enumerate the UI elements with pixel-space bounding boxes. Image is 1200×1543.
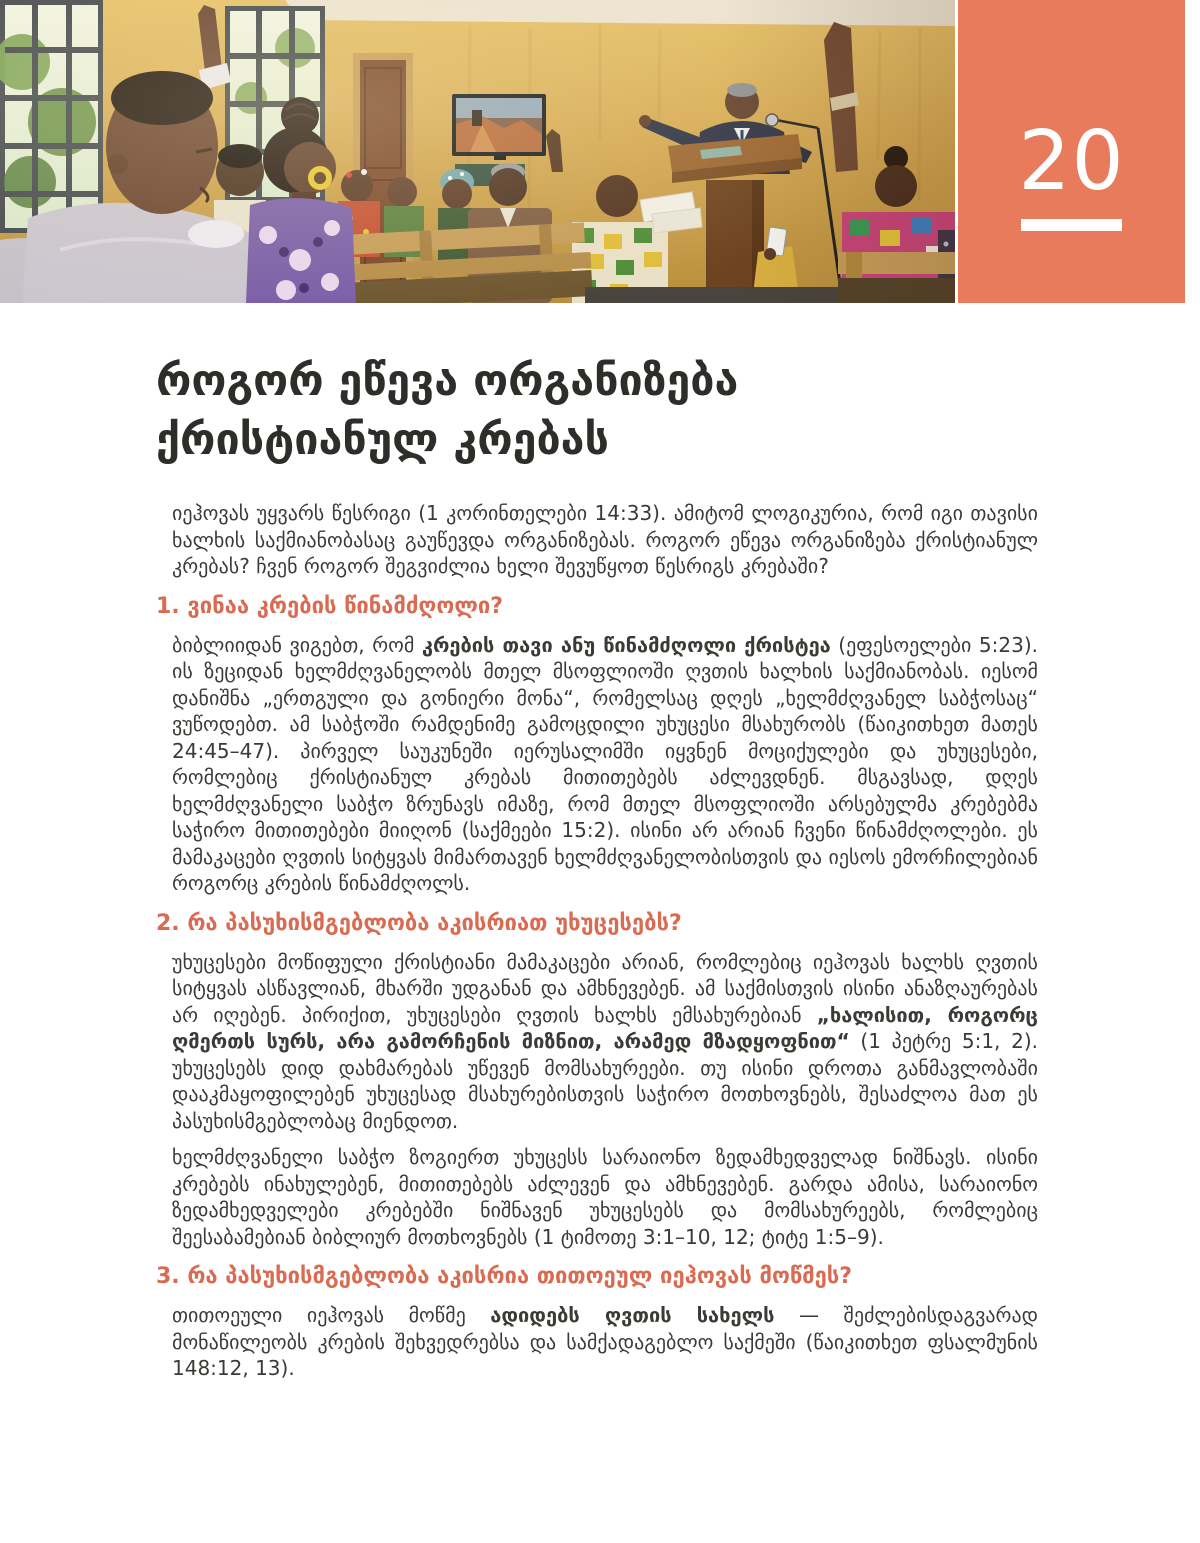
shade-overlay bbox=[0, 0, 955, 303]
intro-paragraph: იეჰოვას უყვარს წესრიგი (1 კორინთელები 14:33). ამიტომ ლოგიკურია, რომ იგი თავისი ხალხის საქმიანობასაც გაუწევდა ორგანიზებას. როგორ ეწევა ორგანიზება ქრისტიანულ კრებას? ჩვენ როგორ შეგვიძლია ხელი შევუწყოთ წესრიგს კრებაში? bbox=[172, 501, 1038, 578]
body-paragraph: უხუცესები მოწიფული ქრისტიანი მამაკაცები არიან, რომლებიც იეჰოვას ხალხს ღვთის სიტყვას ასწავლიან, მხარში უდგანან და ამხნევებენ. ამ საქმისთვის ისინი ანაზღაურებას არ იღებენ. პირიქით, უხუცესები ღვთის ხალხს ემსახურებიან „ხალისით, როგორც ღმერთს სურს, არა გამორჩენის მიზნით, არამედ მზადყოფნით“ (1 პეტრე 5:1, 2). უხუცესებს დიდ დახმარებას უწევენ მომსახურეები. თუ ისინი დროთა განმავლობაში დააკმაყოფილებენ უხუცესად მსახურებისთვის საჭირო მოთხოვნებს, შესაძლოა მათ ეს პასუხისმგებლობაც მიენდოთ. bbox=[172, 949, 1039, 1133]
kingdom-hall-meeting-illustration bbox=[0, 0, 955, 303]
chapter-underline bbox=[1021, 219, 1122, 231]
chapter-number: 20 bbox=[1018, 113, 1125, 209]
section-heading-2: 2. რა პასუხისმგებლობა აკისრიათ უხუცესებს? bbox=[156, 910, 682, 936]
body-paragraph: ხელმძღვანელი საბჭო ზოგიერთ უხუცესს სარაიონო ზედამხედველად ნიშნავს. ისინი კრებებს ინახულებენ, მითითებებს აძლევენ და ამხნევებენ. გარდა ამისა, სარაიონო ზედამხედველები კრებებში ნიშნავენ უხუცესებს და მომსახურეებს, რომლებიც შეესაბამებიან ბიბლიურ მოთხოვნებს (1 ტიმოთე 3:1–10, 12; ტიტე 1:5–9). bbox=[172, 1145, 1038, 1249]
section-heading-3: 3. რა პასუხისმგებლობა აკისრია თითოეულ იეჰოვას მოწმეს? bbox=[156, 1264, 853, 1289]
page-title-line-2: ქრისტიანულ კრებას bbox=[156, 415, 609, 465]
page-title bbox=[156, 352, 1040, 470]
body-paragraph: თითოეული იეჰოვას მოწმე ადიდებს ღვთის სახელს — შეძლებისდაგვარად მონაწილეობს კრების შეხვედრებსა და სამქადაგებლო საქმეში (წაიკითხეთ ფსალმუნის 148:12, 13). bbox=[172, 1303, 1038, 1380]
congregation-photo bbox=[0, 0, 955, 303]
body-paragraph: ბიბლიიდან ვიგებთ, რომ კრების თავი ანუ წინამძღოლი ქრისტეა (ეფესოელები 5:23). ის ზეციდან ხელმძღვანელობს მთელ მსოფლიოში ღვთის ხალხის საქმიანობას. იესომ დანიშნა „ერთგული და გონიერი მონა“, რომელსაც დღეს „ხელმძღვანელ საბჭოსაც“ ვუწოდებთ. ამ საბჭოში რამდენიმე გამოცდილი უხუცესი მსახურობს (წაიკითხეთ მათეს 24:45–47). პირველ საუკუნეში იერუსალიმში იყვნენ მოციქულები და უხუცესები, რომლებიც ქრისტიანულ კრებას მითითებებს აძლევდნენ. მსგავსად, დღეს ხელმძღვანელი საბჭო ზრუნავს იმაზე, რომ მთელ მსოფლიოში არსებულმა კრებებმა საჭირო მითითებები მიიღონ (საქმეები 15:2). ისინი არ არიან ჩვენი წინამძღოლები. ეს მამაკაცები ღვთის სიტყვას მიმართავენ ხელმძღვანელობისთვის და იესოს ემორჩილებიან როგორც კრების წინამძღოლს. bbox=[172, 632, 1038, 895]
chapter-number-block bbox=[958, 0, 1185, 303]
section-heading-1: 1. ვინაა კრების წინამძღოლი? bbox=[156, 593, 504, 619]
lesson-content bbox=[156, 352, 1040, 1392]
page-title-line-1: როგორ ეწევა ორგანიზება bbox=[156, 356, 739, 406]
sections bbox=[156, 592, 1040, 1382]
